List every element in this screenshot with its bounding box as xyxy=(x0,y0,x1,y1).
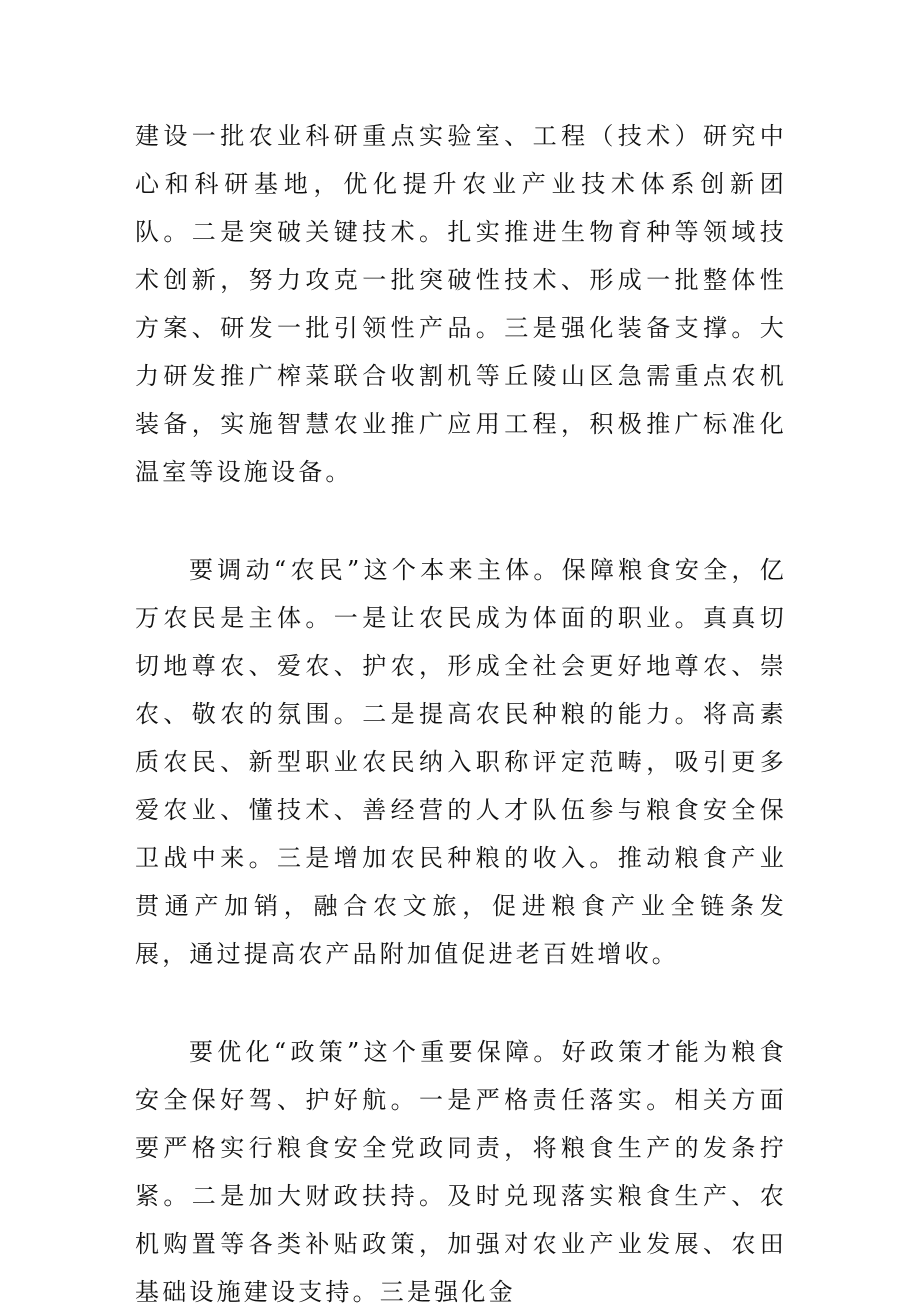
paragraph-gap xyxy=(135,496,787,546)
paragraph-tech-support: 建设一批农业科研重点实验室、工程（技术）研究中心和科研基地，优化提升农业产业技术体系创新团队。二是突破关键技术。扎实推进生物育种等领域技术创新，努力攻克一批突破性技术、形成一批整体性方案、研发一批引领性产品。三是强化装备支撑。大力研发推广榨菜联合收割机等丘陵山区急需重点农机装备，实施智慧农业推广应用工程，积极推广标准化温室等设施设备。 xyxy=(135,122,787,486)
paragraph-policy: 要优化“政策”这个重要保障。好政策才能为粮食安全保好驾、护好航。一是严格责任落实。相关方面要严格实行粮食安全党政同责，将粮食生产的发条拧紧。二是加大财政扶持。及时兑现落实粮食生产、农机购置等各类补贴政策，加强对农业产业发展、农田基础设施建设支持。三是强化金 xyxy=(135,1038,787,1306)
document-body xyxy=(135,112,787,1316)
paragraph-farmers: 要调动“农民”这个本来主体。保障粮食安全，亿万农民是主体。一是让农民成为体面的职业。真真切切地尊农、爱农、护农，形成全社会更好地尊农、崇农、敬农的氛围。二是提高农民种粮的能力。将高素质农民、新型职业农民纳入职称评定范畴，吸引更多爱农业、懂技术、善经营的人才队伍参与粮食安全保卫战中来。三是增加农民种粮的收入。推动粮食产业贯通产加销，融合农文旅，促进粮食产业全链条发展，通过提高农产品附加值促进老百姓增收。 xyxy=(135,556,787,968)
paragraph-gap xyxy=(135,978,787,1028)
